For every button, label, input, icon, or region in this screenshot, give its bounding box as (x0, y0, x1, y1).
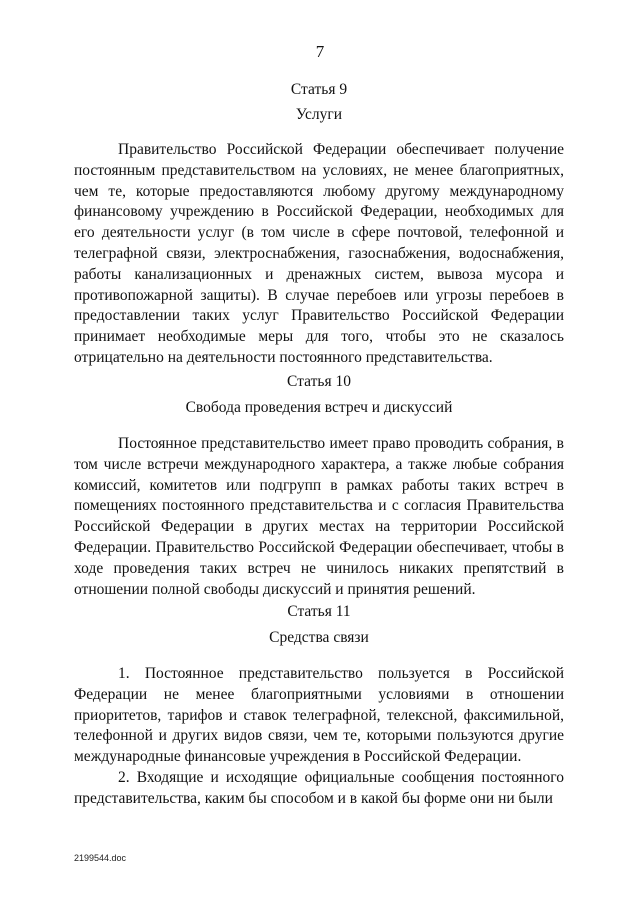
paragraph: Правительство Российской Федерации обеспечивает получение постоянным представительством на условиях, не менее благоприятных, чем те, которые предоставляются любому другому международному финансовому учреждению в Российской Федерации, необходимых для его деятельности услуг (в том числе в сфере почтовой, телефонной и телеграфной связи, электроснабжения, газоснабжения, водоснабжения, работы канализационных и дренажных систем, вывоза мусора и противопожарной защиты). В случае перебоев или угрозы перебоев в предоставлении таких услуг Правительство Российской Федерации принимает необходимые меры для того, чтобы это не сказалось отрицательно на деятельности постоянного представительства. (74, 141, 564, 366)
article-11-body (74, 664, 564, 810)
article-10-body (74, 434, 564, 600)
paragraph: 2. Входящие и исходящие официальные сообщения постоянного представительства, каким бы способом и в какой бы форме они ни были (74, 768, 564, 807)
article-number: Статья 10 (287, 373, 351, 390)
article-11 (74, 602, 564, 652)
article-9-body (74, 140, 564, 369)
article-number: Статья 9 (290, 81, 348, 98)
article-title: Услуги (295, 106, 343, 123)
paragraph: 1. Постоянное представительство пользуется в Российской Федерации не менее благоприятными условиями в отношении приоритетов, тарифов и ставок телеграфной, телексной, факсимильной, телефонной и других видов связи, чем те, которыми пользуются другие международные финансовые учреждения в Российской Федерации. (74, 665, 564, 766)
article-title: Средства связи (269, 629, 369, 646)
article-title: Свобода проведения встреч и дискуссий (185, 399, 453, 416)
article-10 (74, 372, 564, 422)
page-number: 7 (315, 42, 325, 61)
paragraph: Постоянное представительство имеет право проводить собрания, в том числе встречи международного характера, а также любые собрания комиссий, комитетов или подгрупп в рамках работы таких встреч в помещениях постоянного представительства и с согласия Правительства Российской Федерации в других местах на территории Российской Федерации. Правительство Российской Федерации обеспечивает, чтобы в ходе проведения таких встреч не чинилось никаких препятствий в отношении полной свободы дискуссий и принятия решений. (74, 435, 564, 598)
article-9 (74, 80, 564, 129)
file-name-footer: 2199544.doc (74, 853, 127, 863)
article-number: Статья 11 (287, 603, 351, 620)
